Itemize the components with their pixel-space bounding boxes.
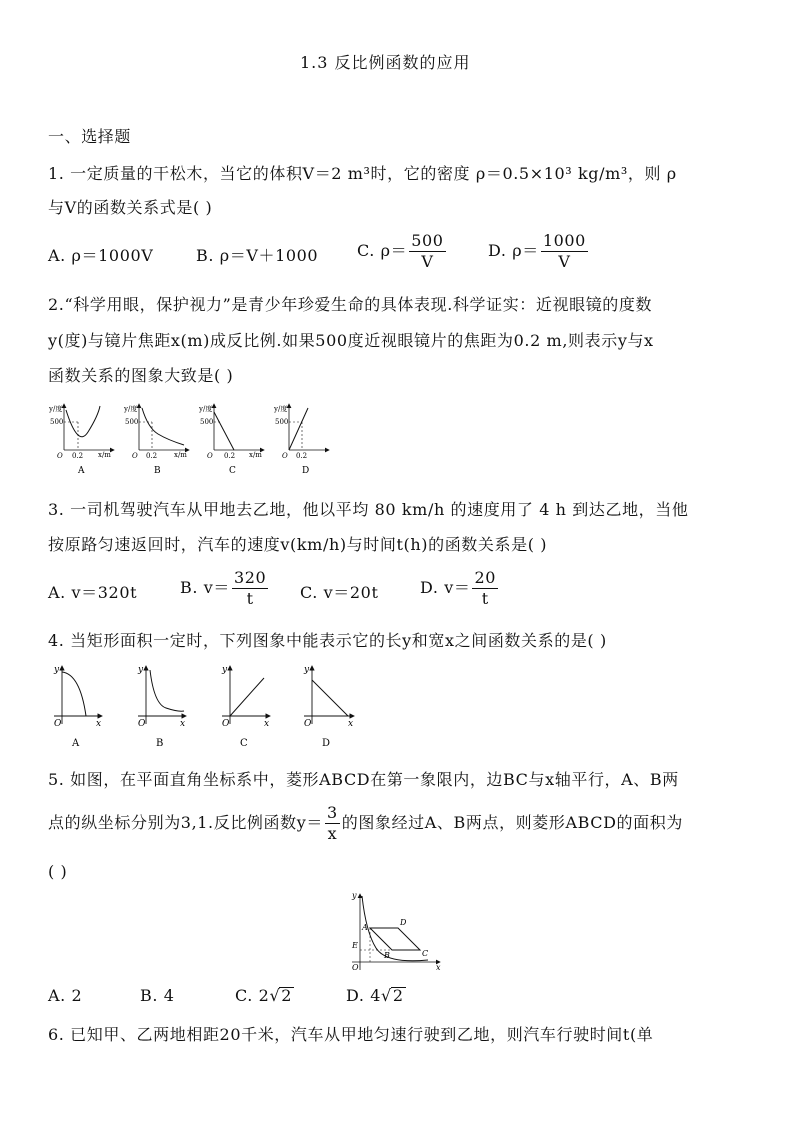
q2-c-y500: 500 xyxy=(200,418,214,426)
q1-option-b: B. ρ＝V＋1000 xyxy=(196,246,319,265)
q2-figure-graphs xyxy=(44,400,334,478)
q2-a-xlabel: x/m xyxy=(98,451,111,459)
q2-a-origin: O xyxy=(57,452,63,460)
q1-option-d xyxy=(488,231,590,272)
q4-d-origin: O xyxy=(304,719,312,729)
q4-a-x: x xyxy=(96,719,102,729)
q3-option-b-numerator: 320 xyxy=(233,568,267,587)
q5-option-d-prefix: D. 4 xyxy=(346,986,382,1005)
q4-a-origin: O xyxy=(54,719,62,729)
q4-c-origin: O xyxy=(222,719,230,729)
q3-option-b-prefix: B. v＝ xyxy=(180,578,230,597)
q2-b-x02: 0.2 xyxy=(146,452,158,460)
q1-option-d-prefix: D. ρ＝ xyxy=(488,241,539,260)
q2-a-x02: 0.2 xyxy=(72,452,84,460)
q2-c-origin: O xyxy=(207,452,213,460)
q5-line2-suffix: 的图象经过A、B两点，则菱形ABCD的面积为 xyxy=(341,813,683,832)
q4-a-label: A xyxy=(72,738,80,749)
q5-fig-e: E xyxy=(352,941,358,950)
q4-d-x: x xyxy=(348,719,354,729)
q3-option-d-prefix: D. v＝ xyxy=(420,578,471,597)
q5-fig-d: D xyxy=(400,918,407,927)
q3-option-d-numerator: 20 xyxy=(474,568,497,587)
q5-fig-y: y xyxy=(352,891,357,900)
sqrt-icon: √ xyxy=(381,986,392,1005)
q1-option-d-denominator: V xyxy=(558,252,571,271)
q1-option-c xyxy=(357,231,448,272)
q5-fig-b: B xyxy=(384,951,390,960)
q5-line3: ( ) xyxy=(48,862,68,881)
q2-a-ylabel: y/度 xyxy=(49,405,63,413)
q2-d-x02: 0.2 xyxy=(296,452,308,460)
q2-line3: 函数关系的图象大致是( ) xyxy=(48,366,234,385)
q2-c-x02: 0.2 xyxy=(224,452,236,460)
q1-option-c-denominator: V xyxy=(421,252,434,271)
q5-fig-c: C xyxy=(422,949,429,958)
q3-line2: 按原路匀速返回时，汽车的速度v(km/h)与时间t(h)的函数关系是( ) xyxy=(48,535,548,554)
q3-option-b xyxy=(180,568,270,609)
q5-figure-rhombus xyxy=(348,890,444,974)
q5-fraction-denominator: x xyxy=(327,824,338,843)
q4-a-y: y xyxy=(54,665,60,675)
q3-option-d-denominator: t xyxy=(481,589,489,608)
q4-b-y: y xyxy=(138,665,144,675)
q2-b-y500: 500 xyxy=(125,418,139,426)
q5-option-d xyxy=(346,986,406,1005)
q2-graph-b xyxy=(123,404,189,476)
q4-graph-b xyxy=(137,665,186,749)
q3-option-d xyxy=(420,568,500,609)
q2-d-y500: 500 xyxy=(275,418,289,426)
q4-b-origin: O xyxy=(138,719,146,729)
q4-line1: 4. 当矩形面积一定时，下列图象中能表示它的长y和宽x之间函数关系的是( ) xyxy=(48,631,607,650)
q5-line1: 5. 如图，在平面直角坐标系中，菱形ABCD在第一象限内，边BC与x轴平行，A、B两 xyxy=(48,770,679,789)
q1-option-a: A. ρ＝1000V xyxy=(48,246,154,265)
q2-c-ylabel: y/度 xyxy=(199,405,213,413)
q2-line2: y(度)与镜片焦距x(m)成反比例.如果500度近视眼镜片的焦距为0.2 m,则表示y与x xyxy=(48,331,654,350)
q5-option-b: B. 4 xyxy=(140,986,175,1005)
q5-option-c xyxy=(235,986,294,1005)
q2-a-label: A xyxy=(78,466,85,476)
q2-d-ylabel: y/度 xyxy=(274,405,288,413)
q4-c-x: x xyxy=(264,719,270,729)
q1-option-c-numerator: 500 xyxy=(411,231,444,250)
sqrt-icon: √ xyxy=(269,986,281,1005)
q1-option-c-prefix: C. ρ＝ xyxy=(357,241,408,260)
q2-d-origin: O xyxy=(282,452,288,460)
q5-line2-prefix: 点的纵坐标分别为3,1.反比例函数y＝ xyxy=(48,813,323,832)
q4-figure-graphs xyxy=(40,660,360,752)
q2-b-xlabel: x/m xyxy=(174,451,187,459)
q3-option-a: A. v＝320t xyxy=(48,583,138,602)
q2-b-label: B xyxy=(154,466,161,476)
q1-line2: 与V的函数关系式是( ) xyxy=(48,198,213,217)
q2-c-label: C xyxy=(229,466,236,476)
q5-fig-a: A xyxy=(362,923,368,932)
q5-option-a: A. 2 xyxy=(48,986,83,1005)
q2-b-ylabel: y/度 xyxy=(124,405,138,413)
q4-d-label: D xyxy=(322,738,331,749)
q5-fig-origin: O xyxy=(352,963,359,972)
q3-line1: 3. 一司机驾驶汽车从甲地去乙地，他以平均 80 km/h 的速度用了 4 h 到达乙地，当他 xyxy=(48,500,689,519)
q1-option-d-numerator: 1000 xyxy=(542,231,586,250)
q5-option-c-prefix: C. 2 xyxy=(235,986,270,1005)
q2-c-xlabel: x/m xyxy=(249,451,262,459)
q2-graph-a xyxy=(48,404,114,476)
q1-line1: 1. 一定质量的干松木，当它的体积V＝2 m³时，它的密度 ρ＝0.5×10³ kg/m³，则 ρ xyxy=(48,164,677,183)
q4-c-y: y xyxy=(222,665,228,675)
q4-graph-d xyxy=(303,665,354,749)
q5-option-c-radicand: 2 xyxy=(281,986,293,1005)
q4-graph-a xyxy=(53,665,102,749)
q4-c-label: C xyxy=(240,738,248,749)
q5-line2 xyxy=(48,803,683,844)
q2-graph-c xyxy=(198,404,264,476)
q4-b-label: B xyxy=(156,738,164,749)
q2-a-y500: 500 xyxy=(50,418,64,426)
section-heading: 一、选择题 xyxy=(48,127,132,146)
q6-line1: 6. 已知甲、乙两地相距20千米，汽车从甲地匀速行驶到乙地，则汽车行驶时间t(单 xyxy=(48,1025,654,1044)
q2-d-label: D xyxy=(302,466,310,476)
q4-graph-c xyxy=(221,665,270,749)
q2-b-origin: O xyxy=(132,452,138,460)
q2-graph-d xyxy=(273,404,329,476)
q3-option-c: C. v＝20t xyxy=(300,583,379,602)
q4-d-y: y xyxy=(304,665,310,675)
page-title: 1.3 反比例函数的应用 xyxy=(300,53,471,72)
q3-option-b-denominator: t xyxy=(246,589,254,608)
q4-b-x: x xyxy=(180,719,186,729)
q2-line1: 2.“科学用眼，保护视力”是青少年珍爱生命的具体表现.科学证实：近视眼镜的度数 xyxy=(48,295,653,314)
q5-fraction-numerator: 3 xyxy=(326,803,338,822)
q5-option-d-radicand: 2 xyxy=(392,986,404,1005)
q5-fig-x: x xyxy=(436,963,441,972)
